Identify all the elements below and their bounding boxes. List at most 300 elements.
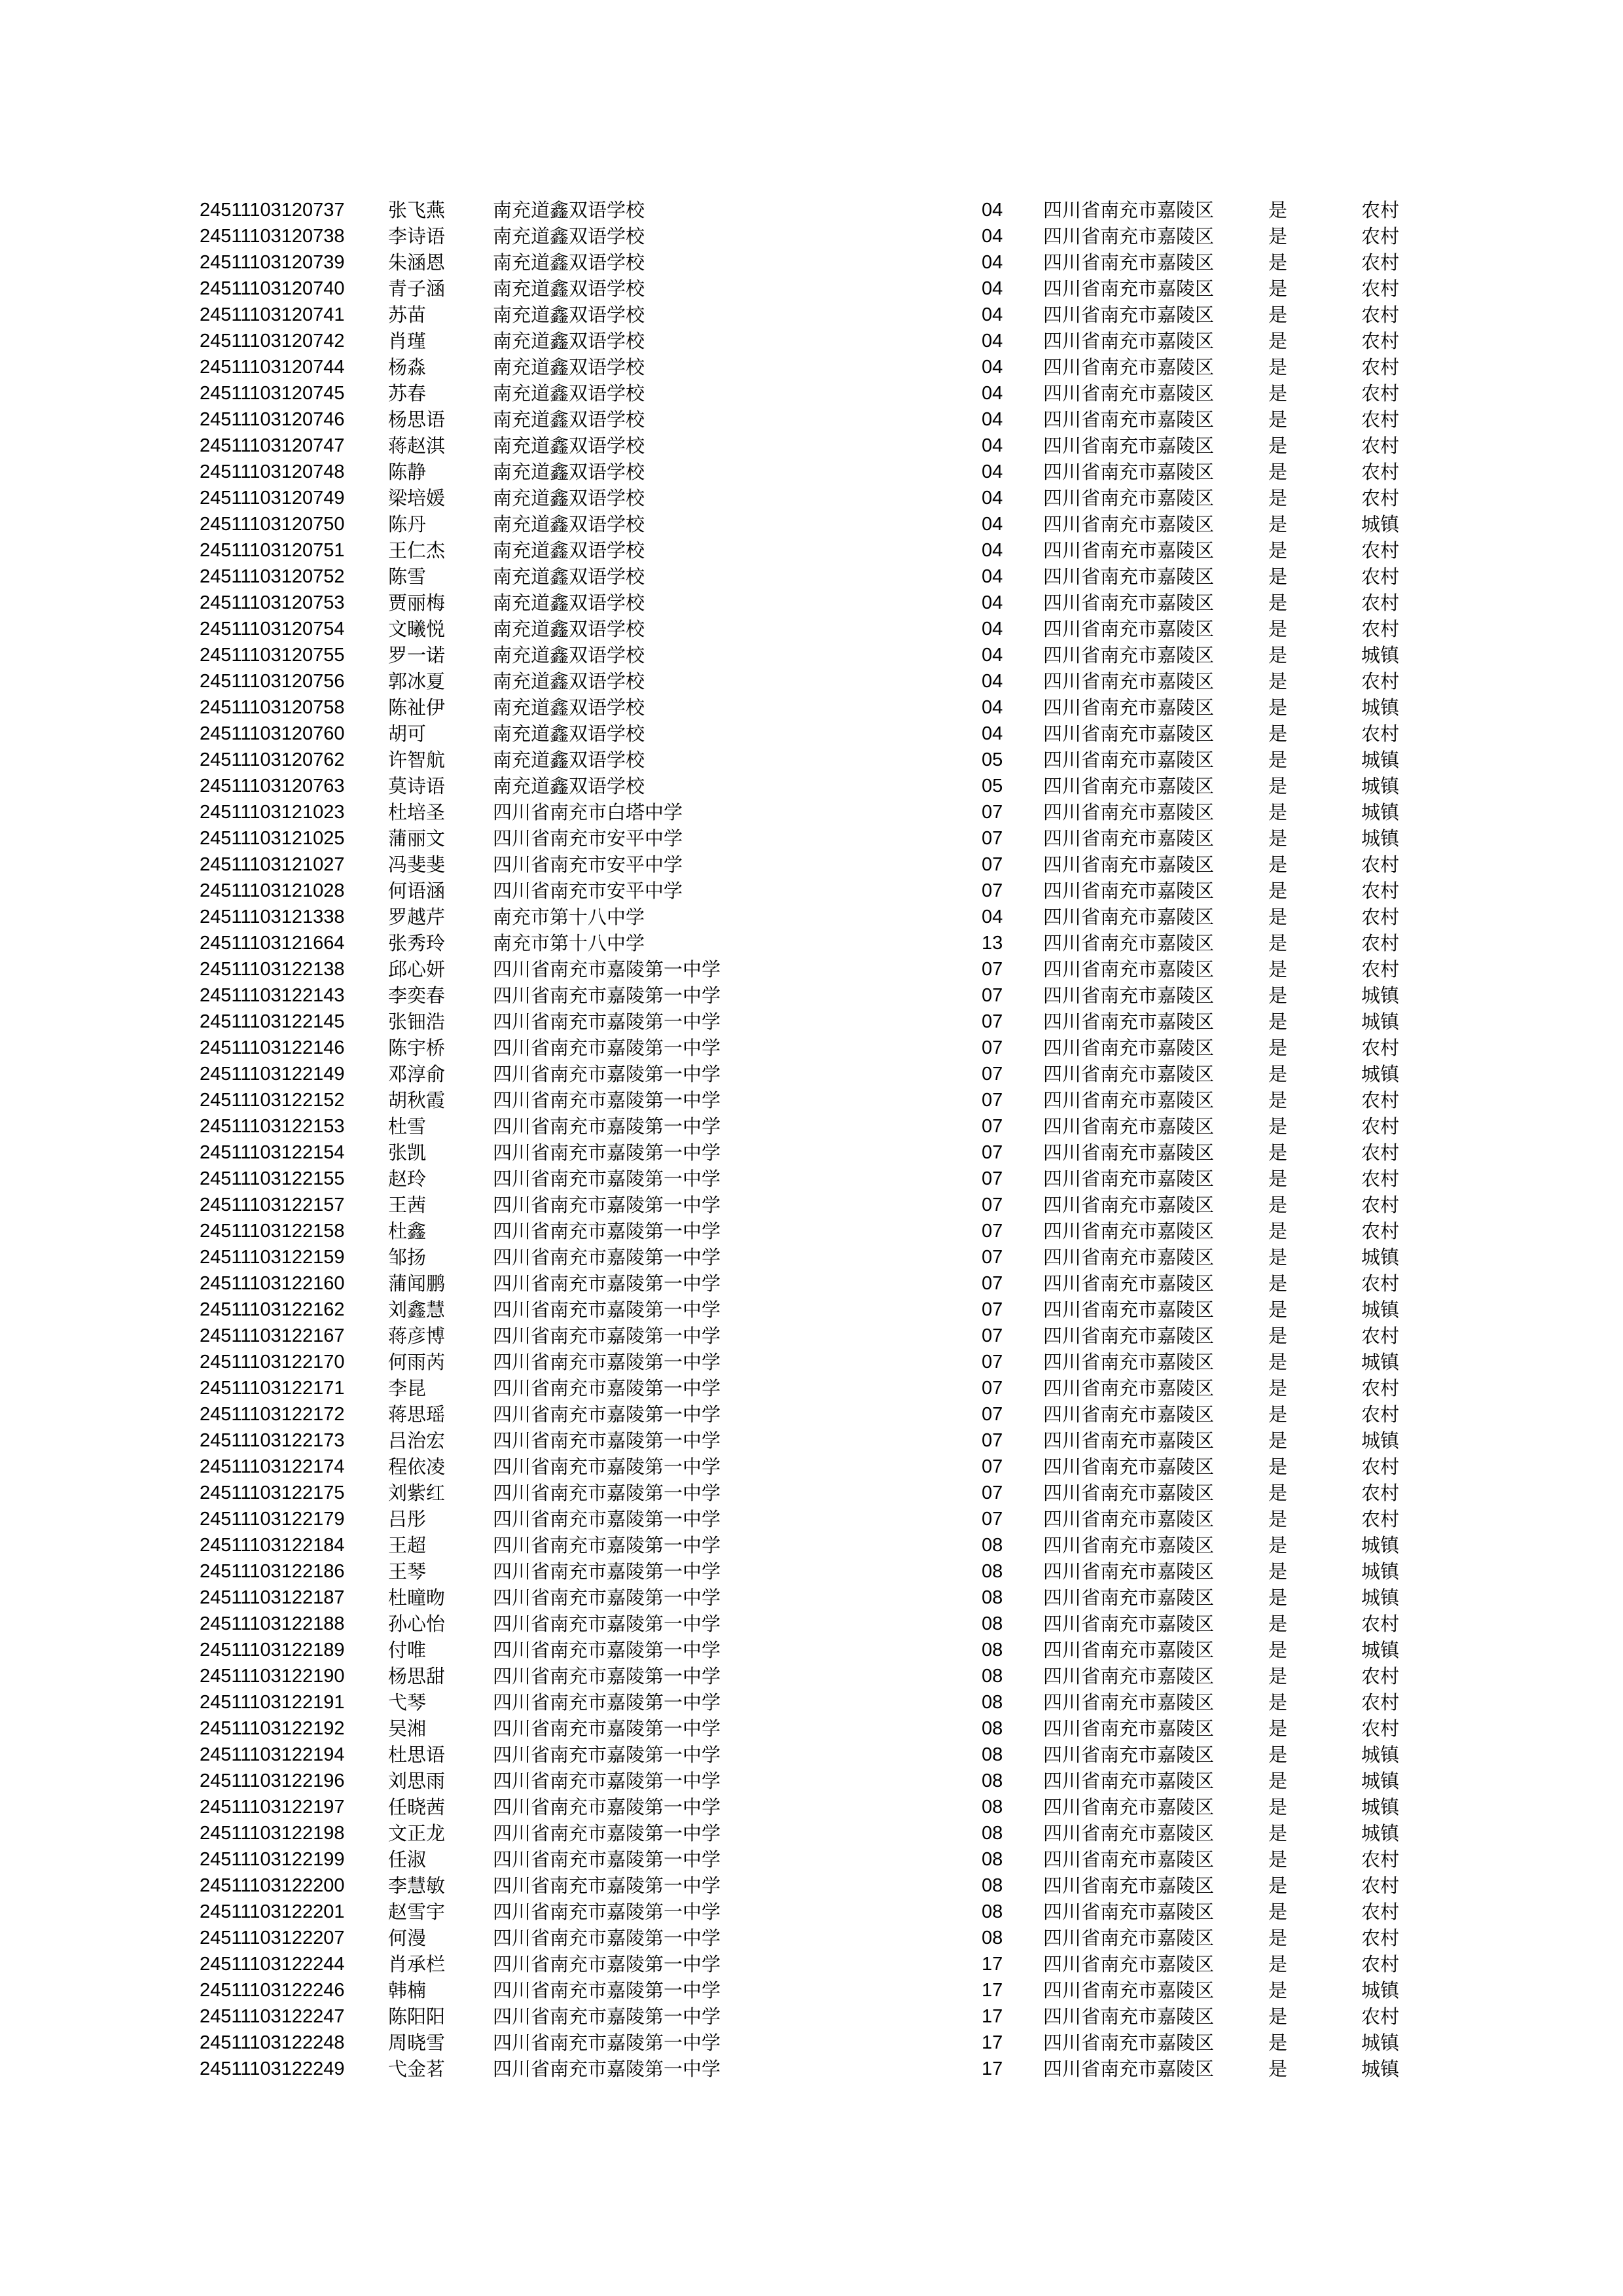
flag-cell: 是 [1268,1403,1288,1426]
table-row [0,1166,1623,1192]
flag-cell: 是 [1268,906,1288,928]
student-id-cell: 24511103122248 [200,2032,345,2053]
flag-cell: 是 [1268,1665,1288,1687]
school-cell: 四川省南充市嘉陵第一中学 [493,1194,721,1216]
class-number-cell: 07 [982,1116,1003,1137]
class-number-cell: 07 [982,1168,1003,1189]
flag-cell: 是 [1268,1115,1288,1138]
residence-type-cell: 城镇 [1361,827,1400,850]
table-row [0,564,1623,590]
table-row [0,1297,1623,1323]
class-number-cell: 07 [982,1325,1003,1346]
student-id-cell: 24511103120748 [200,461,345,482]
residence-type-cell: 农村 [1361,1377,1400,1399]
class-number-cell: 07 [982,1482,1003,1503]
residence-type-cell: 农村 [1361,2005,1400,2028]
table-row [0,1951,1623,1977]
student-name-cell: 蒲闻鹏 [388,1272,446,1295]
flag-cell: 是 [1268,749,1288,771]
student-id-cell: 24511103120739 [200,252,345,273]
residence-type-cell: 农村 [1361,670,1400,692]
flag-cell: 是 [1268,984,1288,1007]
student-name-cell: 韩楠 [388,1979,427,2001]
table-row [0,721,1623,747]
table-row [0,1663,1623,1689]
residence-type-cell: 农村 [1361,1141,1400,1164]
residence-type-cell: 农村 [1361,906,1400,928]
residence-type-cell: 农村 [1361,435,1400,457]
residence-type-cell: 农村 [1361,382,1400,404]
student-id-cell: 24511103122197 [200,1797,345,1818]
class-number-cell: 07 [982,1404,1003,1425]
class-number-cell: 08 [982,1692,1003,1713]
flag-cell: 是 [1268,1639,1288,1661]
student-id-cell: 24511103120737 [200,200,345,221]
class-number-cell: 08 [982,1901,1003,1922]
student-name-cell: 赵玲 [388,1168,427,1190]
class-number-cell: 17 [982,1954,1003,1975]
school-cell: 南充道鑫双语学校 [493,487,645,509]
school-cell: 南充道鑫双语学校 [493,382,645,404]
residence-type-cell: 农村 [1361,539,1400,562]
student-name-cell: 陈阳阳 [388,2005,446,2028]
residence-type-cell: 农村 [1361,1927,1400,1949]
table-row [0,1139,1623,1166]
table-row [0,2003,1623,2030]
school-cell: 四川省南充市嘉陵第一中学 [493,1822,721,1844]
school-cell: 四川省南充市嘉陵第一中学 [493,1796,721,1818]
class-number-cell: 04 [982,409,1003,430]
table-row [0,1113,1623,1139]
table-row [0,642,1623,668]
address-cell: 四川省南充市嘉陵区 [1043,1377,1215,1399]
student-name-cell: 梁培媛 [388,487,446,509]
address-cell: 四川省南充市嘉陵区 [1043,1744,1215,1766]
student-id-cell: 24511103122199 [200,1849,345,1870]
residence-type-cell: 农村 [1361,356,1400,378]
class-number-cell: 04 [982,566,1003,587]
table-row [0,1742,1623,1768]
class-number-cell: 04 [982,383,1003,404]
student-name-cell: 孙心怡 [388,1613,446,1635]
student-id-cell: 24511103120746 [200,409,345,430]
student-id-cell: 24511103120742 [200,331,345,351]
student-name-cell: 肖瑾 [388,330,427,352]
address-cell: 四川省南充市嘉陵区 [1043,1403,1215,1426]
address-cell: 四川省南充市嘉陵区 [1043,382,1215,404]
class-number-cell: 04 [982,592,1003,613]
student-id-cell: 24511103122167 [200,1325,345,1346]
school-cell: 四川省南充市嘉陵第一中学 [493,1927,721,1949]
class-number-cell: 08 [982,1849,1003,1870]
student-name-cell: 陈祉伊 [388,696,446,719]
flag-cell: 是 [1268,356,1288,378]
address-cell: 四川省南充市嘉陵区 [1043,1874,1215,1897]
student-name-cell: 肖承栏 [388,1953,446,1975]
table-row [0,406,1623,433]
address-cell: 四川省南充市嘉陵区 [1043,775,1215,797]
address-cell: 四川省南充市嘉陵区 [1043,1246,1215,1268]
flag-cell: 是 [1268,618,1288,640]
student-id-cell: 24511103122170 [200,1352,345,1372]
class-number-cell: 04 [982,645,1003,666]
student-id-cell: 24511103120738 [200,226,345,247]
flag-cell: 是 [1268,801,1288,823]
class-number-cell: 04 [982,226,1003,247]
table-row [0,1899,1623,1925]
class-number-cell: 17 [982,2006,1003,2027]
student-id-cell: 24511103121027 [200,854,345,875]
flag-cell: 是 [1268,1299,1288,1321]
address-cell: 四川省南充市嘉陵区 [1043,1011,1215,1033]
flag-cell: 是 [1268,1770,1288,1792]
student-name-cell: 陈宇桥 [388,1037,446,1059]
student-id-cell: 24511103120756 [200,671,345,692]
student-name-cell: 苏春 [388,382,427,404]
student-name-cell: 胡秋霞 [388,1089,446,1111]
student-id-cell: 24511103122160 [200,1273,345,1294]
residence-type-cell: 农村 [1361,618,1400,640]
table-row [0,328,1623,354]
address-cell: 四川省南充市嘉陵区 [1043,2058,1215,2080]
residence-type-cell: 农村 [1361,487,1400,509]
address-cell: 四川省南充市嘉陵区 [1043,1089,1215,1111]
student-id-cell: 24511103120755 [200,645,345,666]
flag-cell: 是 [1268,670,1288,692]
address-cell: 四川省南充市嘉陵区 [1043,618,1215,640]
class-number-cell: 08 [982,1875,1003,1896]
residence-type-cell: 城镇 [1361,801,1400,823]
residence-type-cell: 农村 [1361,723,1400,745]
student-name-cell: 杜思语 [388,1744,446,1766]
table-row [0,1035,1623,1061]
class-number-cell: 07 [982,1430,1003,1451]
flag-cell: 是 [1268,1534,1288,1556]
student-name-cell: 弋金茗 [388,2058,446,2080]
flag-cell: 是 [1268,880,1288,902]
flag-cell: 是 [1268,1063,1288,1085]
residence-type-cell: 城镇 [1361,1534,1400,1556]
flag-cell: 是 [1268,1246,1288,1268]
school-cell: 南充道鑫双语学校 [493,775,645,797]
table-row [0,1192,1623,1218]
school-cell: 四川省南充市嘉陵第一中学 [493,1246,721,1268]
class-number-cell: 08 [982,1823,1003,1844]
student-id-cell: 24511103121028 [200,880,345,901]
address-cell: 四川省南充市嘉陵区 [1043,539,1215,562]
class-number-cell: 07 [982,1194,1003,1215]
student-id-cell: 24511103120762 [200,749,345,770]
flag-cell: 是 [1268,251,1288,274]
class-number-cell: 04 [982,200,1003,221]
address-cell: 四川省南充市嘉陵区 [1043,513,1215,535]
address-cell: 四川省南充市嘉陵区 [1043,1220,1215,1242]
student-name-cell: 邓淳俞 [388,1063,446,1085]
address-cell: 四川省南充市嘉陵区 [1043,670,1215,692]
student-id-cell: 24511103122162 [200,1299,345,1320]
table-row [0,1532,1623,1558]
table-row [0,511,1623,537]
table-row [0,590,1623,616]
student-name-cell: 王仁杰 [388,539,446,562]
school-cell: 四川省南充市嘉陵第一中学 [493,1377,721,1399]
flag-cell: 是 [1268,304,1288,326]
student-name-cell: 青子涵 [388,278,446,300]
flag-cell: 是 [1268,1953,1288,1975]
residence-type-cell: 农村 [1361,1194,1400,1216]
residence-type-cell: 农村 [1361,1665,1400,1687]
class-number-cell: 08 [982,1797,1003,1818]
residence-type-cell: 农村 [1361,1325,1400,1347]
table-row [0,380,1623,406]
student-name-cell: 杨思甜 [388,1665,446,1687]
class-number-cell: 08 [982,1535,1003,1556]
flag-cell: 是 [1268,932,1288,954]
student-id-cell: 24511103122157 [200,1194,345,1215]
flag-cell: 是 [1268,487,1288,509]
student-id-cell: 24511103120763 [200,776,345,797]
address-cell: 四川省南充市嘉陵区 [1043,1717,1215,1740]
school-cell: 四川省南充市嘉陵第一中学 [493,1272,721,1295]
table-row [0,2030,1623,2056]
school-cell: 南充道鑫双语学校 [493,435,645,457]
student-id-cell: 24511103122171 [200,1378,345,1399]
table-row [0,1401,1623,1427]
flag-cell: 是 [1268,330,1288,352]
school-cell: 南充道鑫双语学校 [493,618,645,640]
flag-cell: 是 [1268,1089,1288,1111]
residence-type-cell: 农村 [1361,1508,1400,1530]
student-id-cell: 24511103122186 [200,1561,345,1582]
address-cell: 四川省南充市嘉陵区 [1043,696,1215,719]
school-cell: 四川省南充市嘉陵第一中学 [493,1848,721,1871]
table-row [0,1375,1623,1401]
student-id-cell: 24511103121025 [200,828,345,849]
student-name-cell: 杜曈昒 [388,1587,446,1609]
table-row [0,1715,1623,1742]
class-number-cell: 07 [982,959,1003,980]
school-cell: 四川省南充市嘉陵第一中学 [493,1691,721,1713]
student-id-cell: 24511103122146 [200,1037,345,1058]
class-number-cell: 04 [982,723,1003,744]
table-row [0,1820,1623,1846]
table-row [0,249,1623,276]
student-name-cell: 吕彤 [388,1508,427,1530]
student-name-cell: 赵雪宇 [388,1901,446,1923]
student-name-cell: 朱涵恩 [388,251,446,274]
school-cell: 南充道鑫双语学校 [493,539,645,562]
flag-cell: 是 [1268,1482,1288,1504]
class-number-cell: 07 [982,1142,1003,1163]
class-number-cell: 04 [982,278,1003,299]
school-cell: 四川省南充市嘉陵第一中学 [493,1560,721,1583]
address-cell: 四川省南充市嘉陵区 [1043,1770,1215,1792]
student-name-cell: 文正龙 [388,1822,446,1844]
residence-type-cell: 城镇 [1361,1770,1400,1792]
table-row [0,852,1623,878]
class-number-cell: 07 [982,1378,1003,1399]
student-name-cell: 王茜 [388,1194,427,1216]
student-id-cell: 24511103122154 [200,1142,345,1163]
address-cell: 四川省南充市嘉陵区 [1043,1691,1215,1713]
residence-type-cell: 农村 [1361,1403,1400,1426]
address-cell: 四川省南充市嘉陵区 [1043,408,1215,431]
school-cell: 四川省南充市嘉陵第一中学 [493,1901,721,1923]
table-row [0,302,1623,328]
address-cell: 四川省南充市嘉陵区 [1043,435,1215,457]
residence-type-cell: 农村 [1361,1874,1400,1897]
flag-cell: 是 [1268,1691,1288,1713]
residence-type-cell: 农村 [1361,408,1400,431]
address-cell: 四川省南充市嘉陵区 [1043,1587,1215,1609]
student-name-cell: 付唯 [388,1639,427,1661]
class-number-cell: 13 [982,933,1003,954]
student-id-cell: 24511103122198 [200,1823,345,1844]
student-id-cell: 24511103122244 [200,1954,345,1975]
address-cell: 四川省南充市嘉陵区 [1043,1613,1215,1635]
student-name-cell: 杨淼 [388,356,427,378]
class-number-cell: 07 [982,854,1003,875]
student-name-cell: 何雨芮 [388,1351,446,1373]
student-id-cell: 24511103122175 [200,1482,345,1503]
school-cell: 四川省南充市嘉陵第一中学 [493,1613,721,1635]
student-name-cell: 弋琴 [388,1691,427,1713]
student-id-cell: 24511103122247 [200,2006,345,2027]
student-id-cell: 24511103122152 [200,1090,345,1111]
address-cell: 四川省南充市嘉陵区 [1043,278,1215,300]
student-id-cell: 24511103122143 [200,985,345,1006]
address-cell: 四川省南充市嘉陵区 [1043,487,1215,509]
student-id-cell: 24511103122189 [200,1640,345,1660]
school-cell: 南充市第十八中学 [493,932,645,954]
flag-cell: 是 [1268,1325,1288,1347]
student-name-cell: 杜雪 [388,1115,427,1138]
address-cell: 四川省南充市嘉陵区 [1043,592,1215,614]
student-name-cell: 许智航 [388,749,446,771]
student-name-cell: 杜培圣 [388,801,446,823]
student-name-cell: 张钿浩 [388,1011,446,1033]
table-row [0,668,1623,694]
student-name-cell: 罗一诺 [388,644,446,666]
class-number-cell: 08 [982,1770,1003,1791]
student-id-cell: 24511103120758 [200,697,345,718]
student-id-cell: 24511103120751 [200,540,345,561]
flag-cell: 是 [1268,1848,1288,1871]
school-cell: 南充道鑫双语学校 [493,408,645,431]
class-number-cell: 07 [982,1273,1003,1294]
student-name-cell: 冯斐斐 [388,853,446,876]
table-row [0,433,1623,459]
class-number-cell: 04 [982,435,1003,456]
table-row [0,276,1623,302]
address-cell: 四川省南充市嘉陵区 [1043,1063,1215,1085]
table-row [0,1846,1623,1873]
flag-cell: 是 [1268,1141,1288,1164]
student-id-cell: 24511103120749 [200,488,345,509]
class-number-cell: 04 [982,357,1003,378]
residence-type-cell: 农村 [1361,330,1400,352]
flag-cell: 是 [1268,565,1288,588]
class-number-cell: 04 [982,304,1003,325]
address-cell: 四川省南充市嘉陵区 [1043,1168,1215,1190]
address-cell: 四川省南充市嘉陵区 [1043,853,1215,876]
table-row [0,1689,1623,1715]
flag-cell: 是 [1268,827,1288,850]
student-name-cell: 邹扬 [388,1246,427,1268]
student-name-cell: 程依凌 [388,1456,446,1478]
student-name-cell: 邱心妍 [388,958,446,980]
class-number-cell: 08 [982,1640,1003,1660]
flag-cell: 是 [1268,539,1288,562]
address-cell: 四川省南充市嘉陵区 [1043,1639,1215,1661]
student-id-cell: 24511103120745 [200,383,345,404]
flag-cell: 是 [1268,1927,1288,1949]
flag-cell: 是 [1268,199,1288,221]
address-cell: 四川省南充市嘉陵区 [1043,1508,1215,1530]
class-number-cell: 07 [982,880,1003,901]
class-number-cell: 07 [982,1037,1003,1058]
school-cell: 南充道鑫双语学校 [493,251,645,274]
school-cell: 四川省南充市嘉陵第一中学 [493,1325,721,1347]
table-row [0,1558,1623,1585]
student-id-cell: 24511103122194 [200,1744,345,1765]
class-number-cell: 08 [982,1587,1003,1608]
address-cell: 四川省南充市嘉陵区 [1043,880,1215,902]
student-name-cell: 周晓雪 [388,2032,446,2054]
residence-type-cell: 城镇 [1361,2058,1400,2080]
address-cell: 四川省南充市嘉陵区 [1043,827,1215,850]
school-cell: 四川省南充市嘉陵第一中学 [493,1063,721,1085]
student-name-cell: 吴湘 [388,1717,427,1740]
residence-type-cell: 城镇 [1361,1063,1400,1085]
class-number-cell: 07 [982,1247,1003,1268]
table-row [0,1768,1623,1794]
class-number-cell: 08 [982,1561,1003,1582]
student-id-cell: 24511103122207 [200,1928,345,1948]
flag-cell: 是 [1268,1613,1288,1635]
flag-cell: 是 [1268,2032,1288,2054]
class-number-cell: 08 [982,1666,1003,1687]
address-cell: 四川省南充市嘉陵区 [1043,251,1215,274]
table-row [0,904,1623,930]
table-row [0,485,1623,511]
school-cell: 南充道鑫双语学校 [493,723,645,745]
table-row [0,930,1623,956]
table-row [0,956,1623,982]
class-number-cell: 17 [982,2032,1003,2053]
class-number-cell: 07 [982,1509,1003,1530]
school-cell: 四川省南充市嘉陵第一中学 [493,1770,721,1792]
student-name-cell: 陈静 [388,461,427,483]
student-id-cell: 24511103120747 [200,435,345,456]
address-cell: 四川省南充市嘉陵区 [1043,2005,1215,2028]
residence-type-cell: 农村 [1361,880,1400,902]
flag-cell: 是 [1268,435,1288,457]
student-id-cell: 24511103122179 [200,1509,345,1530]
address-cell: 四川省南充市嘉陵区 [1043,1796,1215,1818]
class-number-cell: 04 [982,514,1003,535]
table-row [0,878,1623,904]
class-number-cell: 07 [982,985,1003,1006]
table-row [0,1611,1623,1637]
student-name-cell: 苏苗 [388,304,427,326]
school-cell: 四川省南充市安平中学 [493,827,683,850]
student-name-cell: 何语涵 [388,880,446,902]
school-cell: 四川省南充市嘉陵第一中学 [493,1534,721,1556]
student-name-cell: 郭冰夏 [388,670,446,692]
school-cell: 四川省南充市嘉陵第一中学 [493,1089,721,1111]
student-id-cell: 24511103120753 [200,592,345,613]
